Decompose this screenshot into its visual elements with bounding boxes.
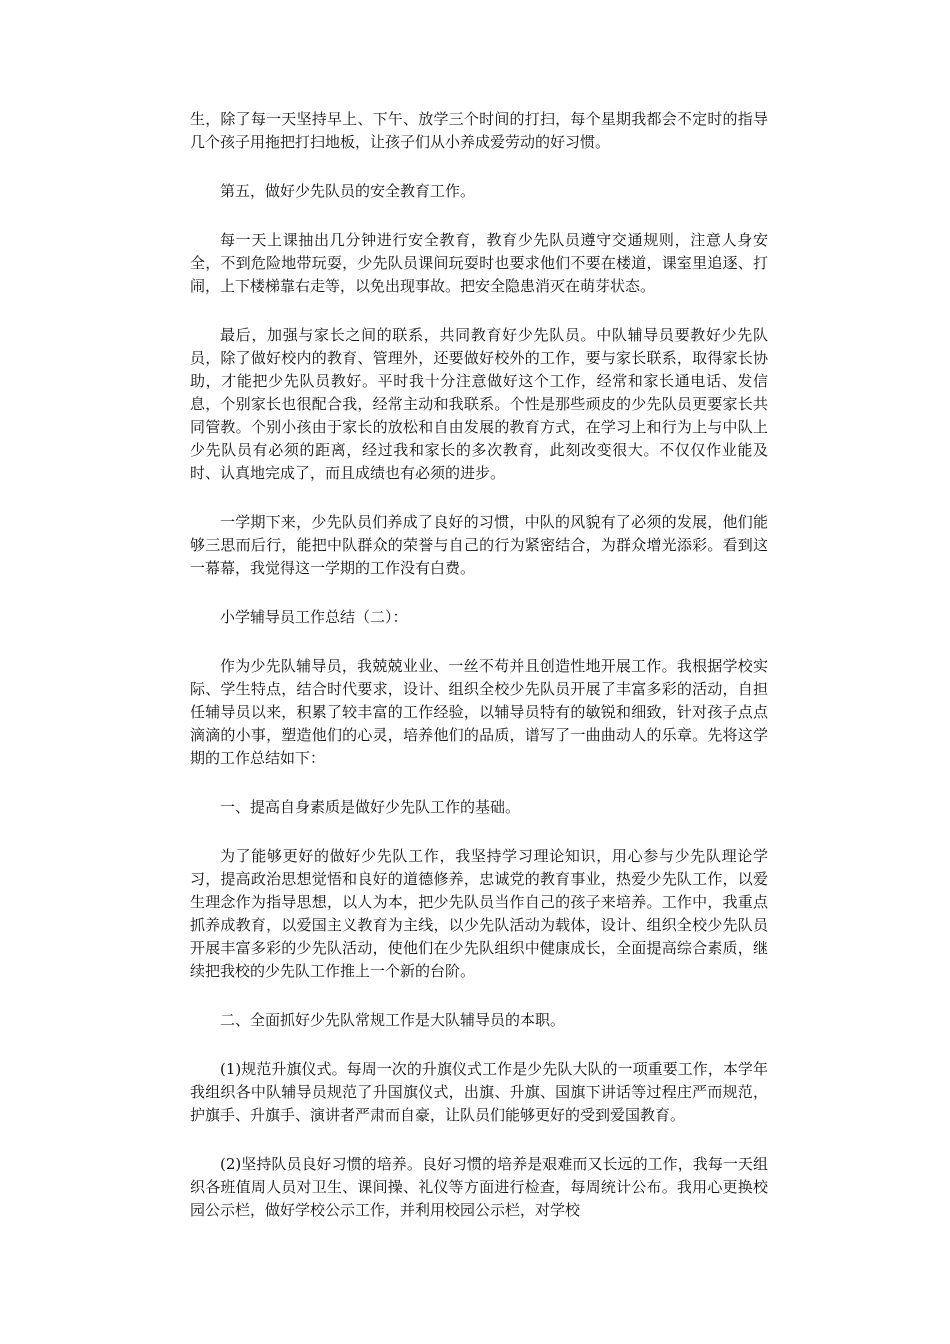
paragraph-intro: 作为少先队辅导员，我兢兢业业、一丝不苟并且创造性地开展工作。我根据学校实际、学生特点，结合时代要求，设计、组织全校少先队员开展了丰富多彩的活动，自担任辅导员以来，积累了较丰富的工作经验，以辅导员特有的敏锐和细致，针对孩子点点滴滴的小事，塑造他们的心灵，培养他们的品质，谱写了一曲曲动人的乐章。先将这学期的工作总结如下： <box>190 657 768 767</box>
section-heading-fifth: 第五，做好少先队员的安全教育工作。 <box>220 182 476 200</box>
section-heading-one: 一、提高自身素质是做好少先队工作的基础。 <box>220 798 521 816</box>
paragraph-continued: 生，除了每一天坚持早上、下午、放学三个时间的打扫，每个星期我都会不定时的指导几个孩子用拖把打扫地板，让孩子们从小养成爱劳动的好习惯。 <box>190 110 768 151</box>
document-page <box>190 108 768 1248</box>
document-subtitle: 小学辅导员工作总结（二）： <box>220 608 408 626</box>
paragraph-self-improvement: 为了能够更好的做好少先队工作，我坚持学习理论知识，用心参与少先队理论学习，提高政治思想觉悟和良好的道德修养，忠诚党的教育事业，热爱少先队工作，以爱生理念作为指导思想，以人为本，把少先队员当作自己的孩子来培养。工作中，我重点抓养成教育，以爱国主义教育为主线，以少先队活动为载体，设计、组织全校少先队员开展丰富多彩的少先队活动，使他们在少先队组织中健康成长，全面提高综合素质，继续把我校的少先队工作推上一个新的台阶。 <box>190 847 768 980</box>
paragraph-flag-ceremony: (1)规范升旗仪式。每周一次的升旗仪式工作是少先队大队的一项重要工作，本学年我组织各中队辅导员规范了升国旗仪式，出旗、升旗、国旗下讲话等过程庄严而规范，护旗手、升旗手、演讲者严肃而自豪，让队员们能够更好的受到爱国教育。 <box>190 1060 768 1124</box>
paragraph-good-habits: (2)坚持队员良好习惯的培养。良好习惯的培养是艰难而又长远的工作，我每一天组织各班值周人员对卫生、课间操、礼仪等方面进行检查，每周统计公布。我用心更换校园公示栏，做好学校公示工作，并利用校园公示栏，对学校 <box>190 1155 768 1219</box>
paragraph-safety-education: 每一天上课抽出几分钟进行安全教育，教育少先队员遵守交通规则，注意人身安全，不到危险地带玩耍，少先队员课间玩耍时也要求他们不要在楼道，课室里追逐、打闹，上下楼梯靠右走等，以免出现事故。把安全隐患消灭在萌芽状态。 <box>190 231 768 295</box>
paragraph-semester-result: 一学期下来，少先队员们养成了良好的习惯，中队的风貌有了必须的发展，他们能够三思而后行，能把中队群众的荣誉与自己的行为紧密结合，为群众增光添彩。看到这一幕幕，我觉得这一学期的工作没有白费。 <box>190 513 768 577</box>
section-heading-two: 二、全面抓好少先队常规工作是大队辅导员的本职。 <box>220 1011 566 1029</box>
paragraph-parent-contact: 最后，加强与家长之间的联系，共同教育好少先队员。中队辅导员要教好少先队员，除了做好校内的教育、管理外，还要做好校外的工作，要与家长联系，取得家长协助，才能把少先队员教好。平时我十分注意做好这个工作，经常和家长通电话、发信息，个别家长也很配合我，经常主动和我联系。个性是那些顽皮的少先队员更要家长共同管教。个别小孩由于家长的放松和自由发展的教育方式，在学习上和行为上与中队上少先队员有必须的距离，经过我和家长的多次教育，此刻改变很大。不仅仅作业能及时、认真地完成了，而且成绩也有必须的进步。 <box>190 326 768 482</box>
